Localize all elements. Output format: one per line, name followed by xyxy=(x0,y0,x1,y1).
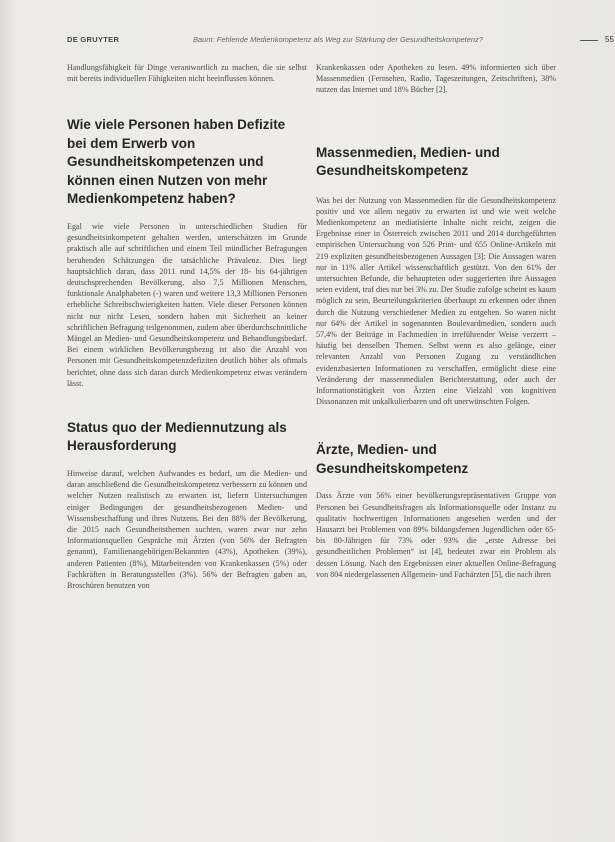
running-title: Baum: Fehlende Medienkompetenz als Weg zur Stärkung der Gesundheitskompetenz? xyxy=(193,35,484,44)
left-heading-defizite: Wie viele Personen haben Defizite bei dem Erwerb von Gesundheitskompetenzen und können einen Nutzen von mehr Medienkompetenz haben? xyxy=(67,117,286,207)
left-paragraph-media-use: Hinweise darauf, welchen Aufwandes es bedarf, um die Medien- und daran anschließend die Gesundheitskompetenz verbessern zu können und welcher Nutzen realistisch zu erwarten ist, liefern Untersuchungen einiger Bedingungen der gesundheitsbezogenen Medien- und Wissensbeschaffung und ihres Nutzens. Bei den 88% der Bevölkerung, die 2015 nach Gesundheitsthemen suchten, waren zwar nur zehn Informationsquellen Gespräche mit Ärzten (von 56% der Befragten genannt), Familienangehörigen/Bekannten (43%), Apotheken (39%), anderen Patienten (8%), Mitarbeitenden von Krankenkassen (5%) oder Fachkräften in Beratungsstellen (3%). 56% der Befragten gaben an, Broschüren benutzen von xyxy=(67,468,307,590)
left-paragraph-prevalence: Egal wie viele Personen in unterschiedlichen Studien für gesundheitsinkompetent gehalten werden, unterschätzen im Grunde praktisch alle auf schriftlichen und einem Teil mündlicher Befragungen beruhenden Schätzungen die tatsächliche Prävalenz. Dies liegt hauptsächlich daran, dass 2011 rund 14,5% der 18- bis 64-jährigen deutschsprechenden Bevölkerung, also 7,5 Millionen Menschen, funktionale Analphabeten (-) waren und weitere 13,3 Millionen Personen erhebliche Schreibschwierigkeiten hatten. Viele dieser Personen können nicht nur nicht Lesen, sondern haben mit Sicherheit an keiner schriftlichen Befragung teilgenommen, zudem aber überdurchschnittliche Mängel an Medien- und Gesundheitskompetenz und Behandlungsbedarf. Bei einem wirklichen Bevölkerungsbezug ist also die Anzahl von Personen mit Gesundheitskompetenzdefiziten deutlich höher als oftmals berichtet, ohne dass sich daran durch Medienkompetenz etwas verändern lässt. xyxy=(67,221,307,388)
page-header xyxy=(67,35,614,49)
page-number: 55 xyxy=(605,35,614,44)
right-paragraph-doctors: Dass Ärzte von 56% einer bevölkerungsrepräsentativen Gruppe von Personen bei Gesundheitsfragen als Informationsquelle oder Instanz zu qualitativ hochwertigen Informationen angesehen werden und der Hausarzt bei Problemen von 89% bildungsfernen Jugendlichen oder 65- bis 80-Jährigen für 73% oder 93% die „erste Adresse bei gesundheitlichen Problemen“ ist [4], bedeutet zwar ein Problem als dessen Lösung. Nach den Ergebnissen einer aktuellen Online-Befragung von 804 niedergelassenen Allgemein- und Fachärzten [5], die nach ihren xyxy=(316,491,556,579)
publisher-name: DE GRUYTER xyxy=(67,35,120,44)
header-rule xyxy=(580,40,598,41)
right-intro-paragraph: Krankenkassen oder Apotheken zu lesen. 49% informierten sich über Massenmedien (Fernsehen, Radio, Tageszeitungen, Zeitschriften), 38% nutzen das Internet und 18% Bücher [2]. xyxy=(316,63,556,95)
left-intro-paragraph: Handlungsfähigkeit für Dinge verantwortlich zu machen, die sie selbst mit bereits individuellen Fähigkeiten nicht beeinflussen können. xyxy=(67,63,307,84)
left-column xyxy=(67,62,307,591)
left-heading-status-quo: Status quo der Mediennutzung als Herausforderung xyxy=(67,419,287,454)
right-paragraph-mass-media: Was bei der Nutzung von Massenmedien für die Gesundheitskompetenz positiv und vor allem negativ zu erwarten ist und wie weit welche Medienkompetenz an mediatisierte Inhalte nicht reicht, zeigen die Ergebnisse einer in Österreich zwischen 2011 und 2014 durchgeführten empirischen Untersuchung von 526 Print- und 655 Online-Artikeln mit 219 expliziten gesundheitsbezogenen Aussagen [3]: Die Aussagen waren nur in 11% aller Artikel wissenschaftlich gestützt. Von den 61% der untersuchten Befunde, die behaupteten oder suggerierten ihre Aussagen seien evident, traf dies nur bei 3% zu. Der Studie zufolge scheint es kaum möglich zu sein, Beurteilungskriterien überhaupt zu erkennen oder ihnen durch die Nutzung verschiedener Medien zu entgehen. So waren nicht nur 64% der Artikel in sogenannten Boulevardmedien, sondern auch 57,4% der Beiträge in Fachmedien in irreführender Weise verzerrt – häufig bei denselben Themen. Selbst wenn es also gelänge, einer relevanten Anzahl von Personen Zugang zu verständlichen evidenzbasierten Informationen zu verschaffen, ermöglicht diese eine Veränderung der massenmedialen Berichterstattung, oder auch der Informationstätigkeit von Ärzten eine Vielzahl von kognitiven Dissonanzen mit unkalkulierbaren und oft unerwünschten Folgen. xyxy=(316,195,556,407)
right-heading-massenmedien: Massenmedien, Medien- und Gesundheitskompetenz xyxy=(316,144,500,179)
right-heading-aerzte: Ärzte, Medien- und Gesundheitskompetenz xyxy=(316,442,469,476)
right-column xyxy=(316,62,556,580)
